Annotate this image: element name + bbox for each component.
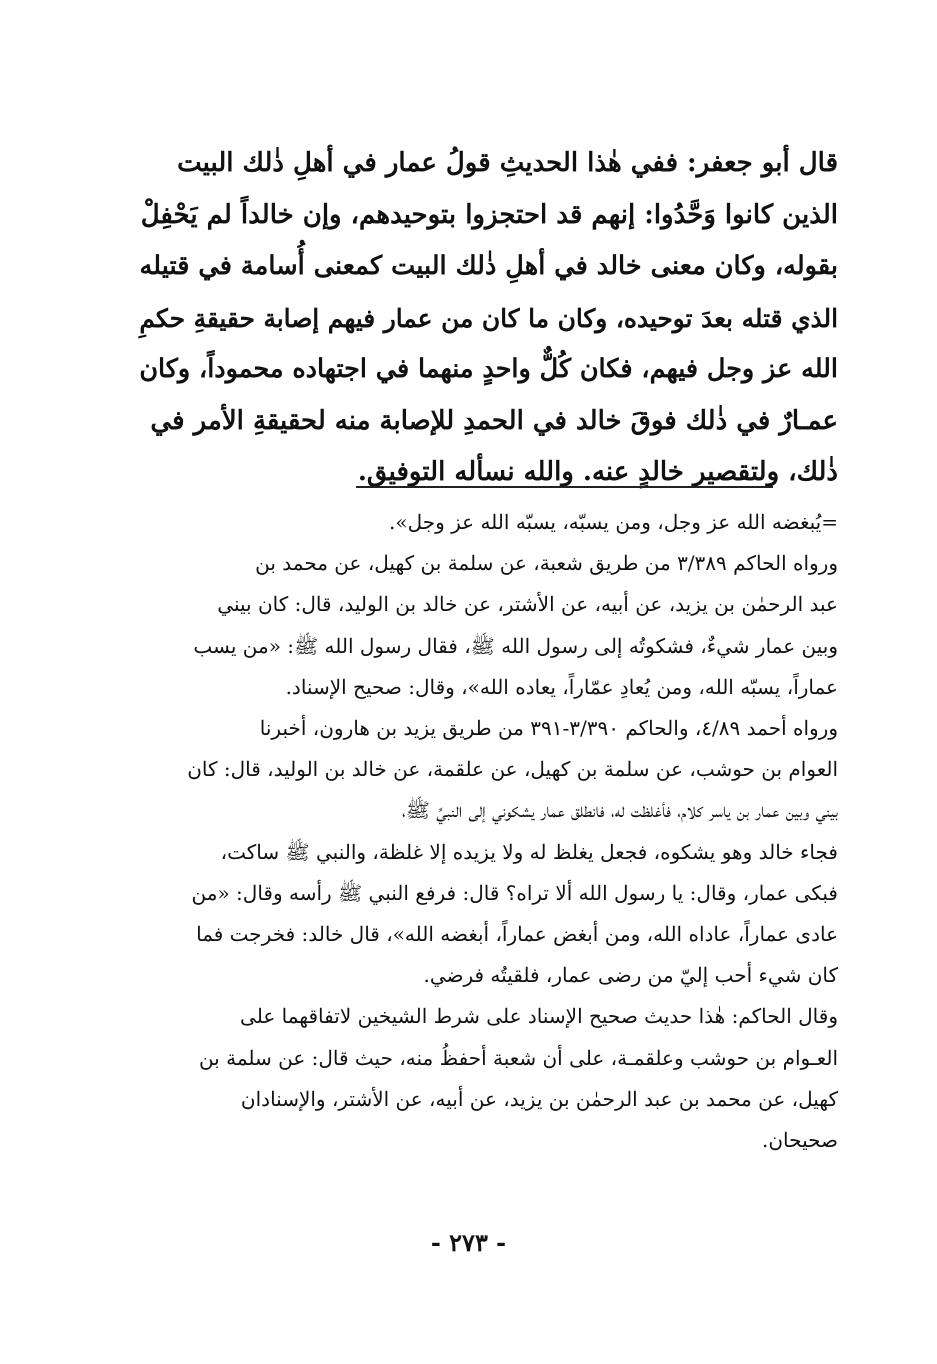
main-text-block — [132, 138, 838, 499]
main-text-line: بقوله، وكان معنى خالد في أهلِ ذٰلك البيت كمعنى أُسامة في قتيله — [139, 251, 838, 281]
footnote-line: العوام بن حوشب، عن سلمة بن كهيل، عن علقمة، عن خالد بن الوليد، قال: كان — [187, 757, 838, 782]
main-text-line: قال أبو جعفر: ففي هٰذا الحديثِ قولُ عمار في أهلِ ذٰلك البيت — [177, 148, 838, 178]
footnote-line: كان شيء أحب إليّ من رضى عمار، فلقيتُه فرضي. — [423, 963, 838, 988]
footnotes-block — [132, 502, 838, 1161]
footnote-line: عبد الرحمٰن بن يزيد، عن أبيه، عن الأشتر، عن خالد بن الوليد، قال: كان بيني — [217, 592, 838, 617]
footnote-line: وبين عمار شيءٌ، فشكوتُه إلى رسول الله ﷺ، فقال رسول الله ﷺ: «من يسب — [193, 633, 838, 658]
main-text-line: عمـارٌ في ذٰلك فوقَ خالد في الحمدِ للإصابة منه لحقيقةِ الأمر في — [150, 405, 838, 436]
footnote-line: فجاء خالد وهو يشكوه، فجعل يغلظ له ولا يزيده إلا غلظة، والنبي ﷺ ساكت، — [220, 839, 838, 864]
footnote-line: وقال الحاكم: هٰذا حديث صحيح الإسناد على شرط الشيخين لاتفاقهما على — [240, 1004, 838, 1029]
footnote-line: عماراً، يسبّه الله، ومن يُعادِ عمّاراً، يعاده الله»، وقال: صحيح الإسناد. — [285, 674, 838, 699]
main-text-line: الذين كانوا وَحَّدُوا: إنهم قد احتجزوا بتوحيدهم، وإن خالداً لم يَحْفِلْ — [140, 199, 838, 230]
footnote-line: كهيل، عن محمد بن عبد الرحمٰن بن يزيد، عن أبيه، عن الأشتر، والإسنادان — [240, 1086, 838, 1111]
footnote-line: ورواه أحمد ٤/٨٩، والحاكم ٣/٣٩٠-٣٩١ من طريق يزيد بن هارون، أخبرنا — [259, 716, 838, 741]
footnote-line: العـوام بن حوشب وعلقمـة، على أن شعبة أحفظُ منه، حيث قال: عن سلمة بن — [198, 1045, 838, 1070]
main-text-line: الذي قتله بعدَ توحيده، وكان ما كان من عمار فيهم إصابة حقيقةِ حكمِ — [139, 303, 838, 333]
page-number: - ٢٧٣ - — [430, 1228, 507, 1257]
main-text-line: ذٰلك، ولتقصير خالدٍ عنه. والله نسأله التوفيق. — [357, 457, 838, 487]
main-text-line: الله عز وجل فيهم، فكان كُلٌّ واحدٍ منهما في اجتهاده محموداً، وكان — [139, 354, 838, 384]
footnote-line: =يُبغضه الله عز وجل، ومن يسبّه، يسبّه الله عز وجل». — [389, 510, 838, 534]
footnote-divider — [356, 486, 773, 488]
footnote-line: فبكى عمار، وقال: يا رسول الله ألا تراه؟ قال: فرفع النبي ﷺ رأسه وقال: «من — [191, 880, 838, 905]
footnote-line: صحيحان. — [762, 1128, 838, 1153]
footnote-line: بيني وبين عمار بن ياسر كلام، فأغلظت له، فانطلق عمار يشكوني إلى النبيِّ ﷺ، — [401, 798, 838, 823]
footnote-line: عادى عماراً، عاداه الله، ومن أبغض عماراً، أبغضه الله»، قال خالد: فخرجت فما — [196, 922, 838, 947]
footnote-line: ورواه الحاكم ٣/٣٨٩ من طريق شعبة، عن سلمة بن كهيل، عن محمد بن — [255, 551, 838, 576]
